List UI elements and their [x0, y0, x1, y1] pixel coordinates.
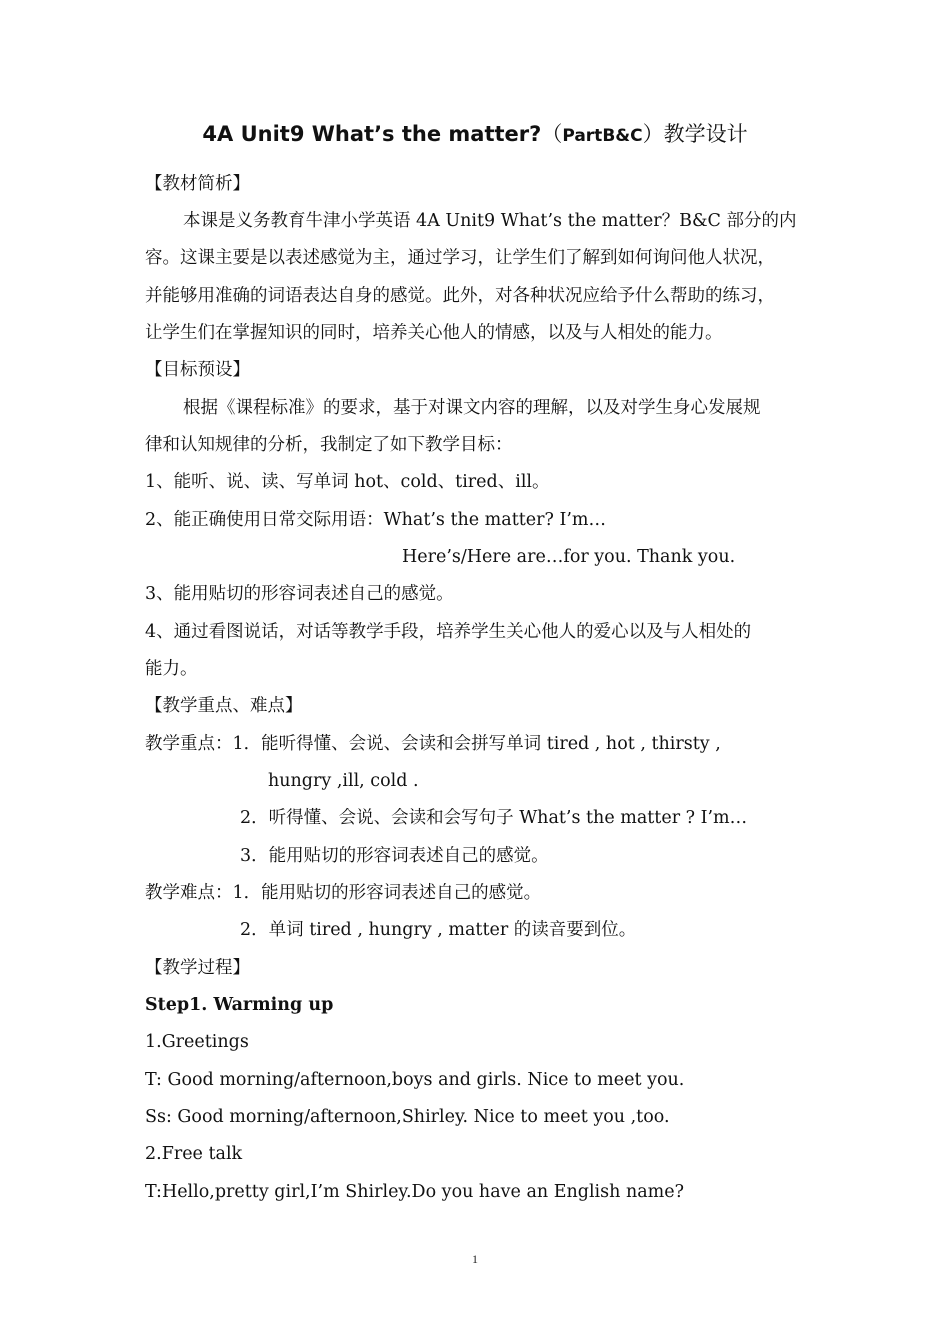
- goals-intro-1: 根据《课程标准》的要求，基于对课文内容的理解，以及对学生身心发展规: [183, 398, 761, 418]
- page-number: 1: [472, 1252, 478, 1266]
- difficulty-1: 教学难点：1．能用贴切的形容词表述自己的感觉。: [145, 883, 542, 903]
- goals-heading: 【目标预设】: [145, 360, 250, 380]
- process-heading: 【教学过程】: [145, 958, 250, 978]
- key-point-2: 2．听得懂、会说、会读和会写句子 What’s the matter ? I’m…: [240, 808, 748, 828]
- key-point-3: 3．能用贴切的形容词表述自己的感觉。: [240, 846, 549, 866]
- teacher-line-2: T:Hello,pretty girl,I’m Shirley.Do you have an English name?: [145, 1182, 685, 1202]
- analysis-line-2: 容。这课主要是以表述感觉为主，通过学习，让学生们了解到如何询问他人状况，: [145, 248, 775, 268]
- analysis-line-3: 并能够用准确的词语表达自身的感觉。此外，对各种状况应给予什么帮助的练习，: [145, 286, 775, 306]
- document-title: [0, 118, 950, 148]
- free-talk: 2.Free talk: [145, 1144, 243, 1164]
- goal-2a: 2、能正确使用日常交际用语：What’s the matter? I’m…: [145, 510, 607, 530]
- title-main: 4A Unit9 What’s the matter?: [202, 122, 542, 146]
- goal-4b: 能力。: [145, 659, 198, 679]
- students-line: Ss: Good morning/afternoon,Shirley. Nice to meet you ,too.: [145, 1107, 670, 1127]
- goal-1: 1、能听、说、读、写单词 hot、cold、tired、ill。: [145, 472, 550, 492]
- key-heading: 【教学重点、难点】: [145, 696, 303, 716]
- title-suffix: 教学设计: [663, 122, 748, 146]
- greetings: 1.Greetings: [145, 1032, 249, 1052]
- title-paren-close: ）: [642, 122, 664, 146]
- key-point-1: 教学重点：1．能听得懂、会说、会读和会拼写单词 tired , hot , thirsty ,: [145, 734, 721, 754]
- goals-intro-2: 律和认知规律的分析，我制定了如下教学目标：: [145, 435, 513, 455]
- step1-heading: Step1. Warming up: [145, 995, 334, 1015]
- goal-4a: 4、通过看图说话，对话等教学手段，培养学生关心他人的爱心以及与人相处的: [145, 622, 752, 642]
- goal-3: 3、能用贴切的形容词表述自己的感觉。: [145, 584, 454, 604]
- analysis-line-4: 让学生们在掌握知识的同时，培养关心他人的情感，以及与人相处的能力。: [145, 323, 723, 343]
- difficulty-2: 2．单词 tired , hungry , matter 的读音要到位。: [240, 920, 637, 940]
- goal-2b: Here’s/Here are…for you. Thank you.: [402, 547, 736, 567]
- teacher-line: T: Good morning/afternoon,boys and girls. Nice to meet you.: [145, 1070, 685, 1090]
- analysis-heading: 【教材简析】: [145, 174, 250, 194]
- key-point-1b: hungry ,ill, cold .: [268, 771, 419, 791]
- analysis-line-1: 本课是义务教育牛津小学英语 4A Unit9 What’s the matter？B&C 部分的内: [183, 211, 797, 231]
- title-paren-open: （: [541, 122, 563, 146]
- title-part: PartB&C: [562, 126, 643, 146]
